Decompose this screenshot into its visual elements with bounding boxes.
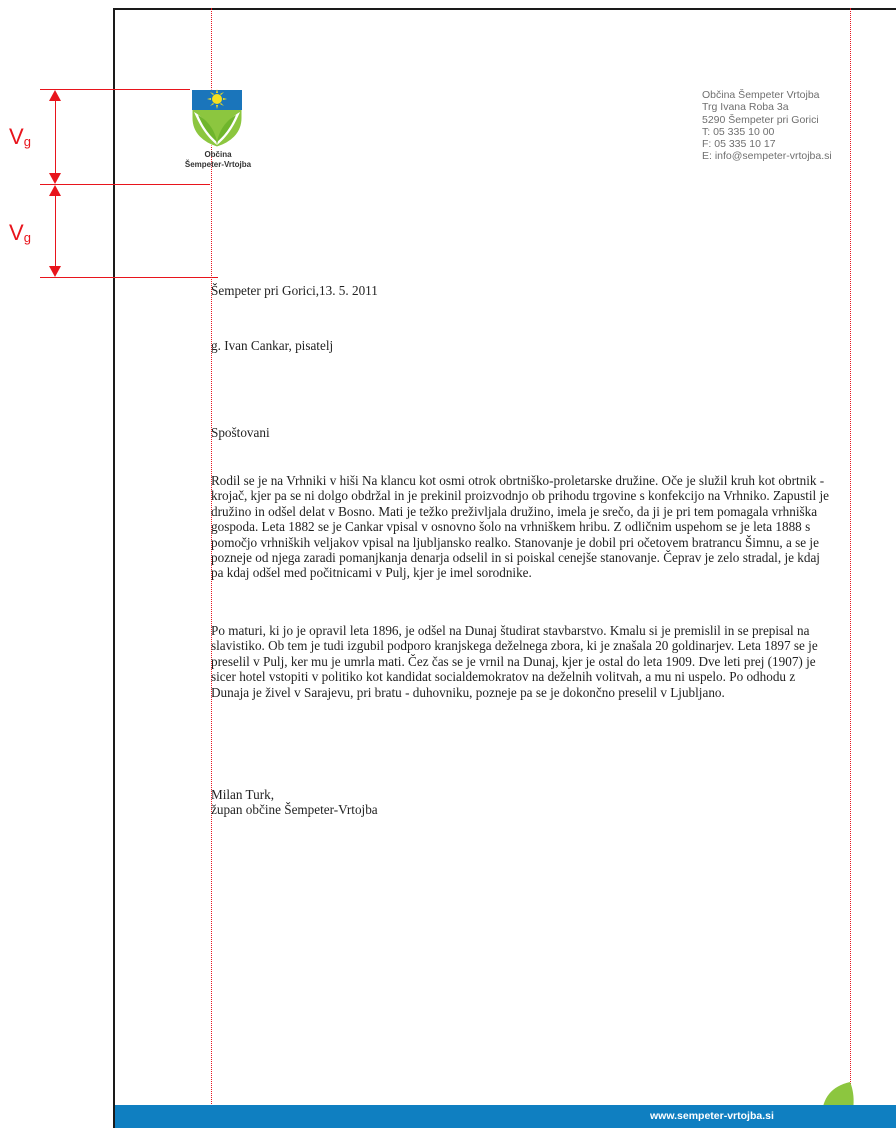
dimension-span-2 xyxy=(55,192,56,269)
letter-signature xyxy=(211,787,833,818)
arrow-down-icon xyxy=(49,173,61,184)
logo-line-2: Šempeter-Vrtojba xyxy=(184,160,252,169)
logo-caption xyxy=(168,150,268,170)
page-left-edge xyxy=(113,8,115,1128)
address-block xyxy=(702,89,832,163)
municipality-logo xyxy=(168,88,268,170)
signature-name: Milan Turk, xyxy=(211,787,275,802)
right-margin-guide xyxy=(850,8,851,1128)
coat-of-arms-icon xyxy=(188,88,246,148)
address-street: Trg Ivana Roba 3a xyxy=(702,101,789,114)
letter-date: Šempeter pri Gorici,13. 5. 2011 xyxy=(211,283,378,298)
footer-website: www.sempeter-vrtojba.si xyxy=(650,1110,774,1122)
arrow-up-icon xyxy=(49,185,61,196)
address-organization: Občina Šempeter Vrtojba xyxy=(702,89,820,101)
dimension-line-bottom xyxy=(40,277,218,278)
letter-greeting: Spoštovani xyxy=(211,425,270,440)
footer-bar xyxy=(115,1105,896,1128)
letter-paragraph: Po maturi, ki jo je opravil leta 1896, je odšel na Dunaj študirat stavbarstvo. Kmalu si je premislil in se prepisal na slavistiko. Ob tem je tudi izgubil podporo kranjskega deželnega zbora, ki je znašala 20 goldinarjev. Leta 1897 se je preselil v Pulj, ker mu je umrla mati. Čez čas se je vrnil na Dunaj, kjer je ostal do leta 1909. Dve leti prej (1907) je sicer hotel vstopiti v politiko kot kandidat socialdemokratov na deželnih volitvah, a mu ni uspelo. Po odhodu z Dunaja je živel v Sarajevu, pri bratu - duhovniku, pozneje pa se je dokončno preselil v Ljubljano. xyxy=(211,623,818,700)
address-fax: F: 05 335 10 17 xyxy=(702,138,776,151)
arrow-up-icon xyxy=(49,90,61,101)
dimension-span-1 xyxy=(55,96,56,176)
arrow-down-icon xyxy=(49,266,61,277)
letter-recipient: g. Ivan Cankar, pisatelj xyxy=(211,338,334,353)
logo-line-1: Občina xyxy=(204,150,232,159)
page-top-edge xyxy=(113,8,896,10)
dimension-line-middle xyxy=(40,184,210,185)
address-email: E: info@sempeter-vrtojba.si xyxy=(702,150,832,163)
letter-paragraph: Rodil se je na Vrhniki v hiši Na klancu kot osmi otrok obrtniško-proletarske družine. Oče je služil kruh kot obrtnik - krojač, kjer pa se ni dolgo obdržal in je prekinil proizvodnjo ob prihodu trgovine s konfekcijo na Vrhniko. Zapustil je družino in odšel delat v Bosno. Mati je težko preživljala družino, imela je srečo, da ji je pri tem pomagala vrhniška gospoda. Leta 1882 se je Cankar vpisal v osnovno šolo na vrhniškem hribu. Z odličnim uspehom se je leta 1888 s pomočjo vrhniških veljakov vpisal na ljubljansko realko. Stanovanje je dobil pri očetovem bratrancu Šimnu, a se je pozneje od njega zaradi pomanjkanja denarja odselil in si poiskal cenejše stanovanje. Čeprav je zelo stradal, je kdaj pa kdaj odšel med počitnicami v Pulj, kjer je imel sorodnike. xyxy=(211,473,830,581)
address-phone: T: 05 335 10 00 xyxy=(702,125,775,138)
address-city: 5290 Šempeter pri Gorici xyxy=(702,113,819,126)
dimension-label: $V_g$ xyxy=(9,124,31,149)
signature-title: župan občine Šempeter-Vrtojba xyxy=(211,802,378,818)
dimension-label: $V_g$ xyxy=(9,220,31,245)
